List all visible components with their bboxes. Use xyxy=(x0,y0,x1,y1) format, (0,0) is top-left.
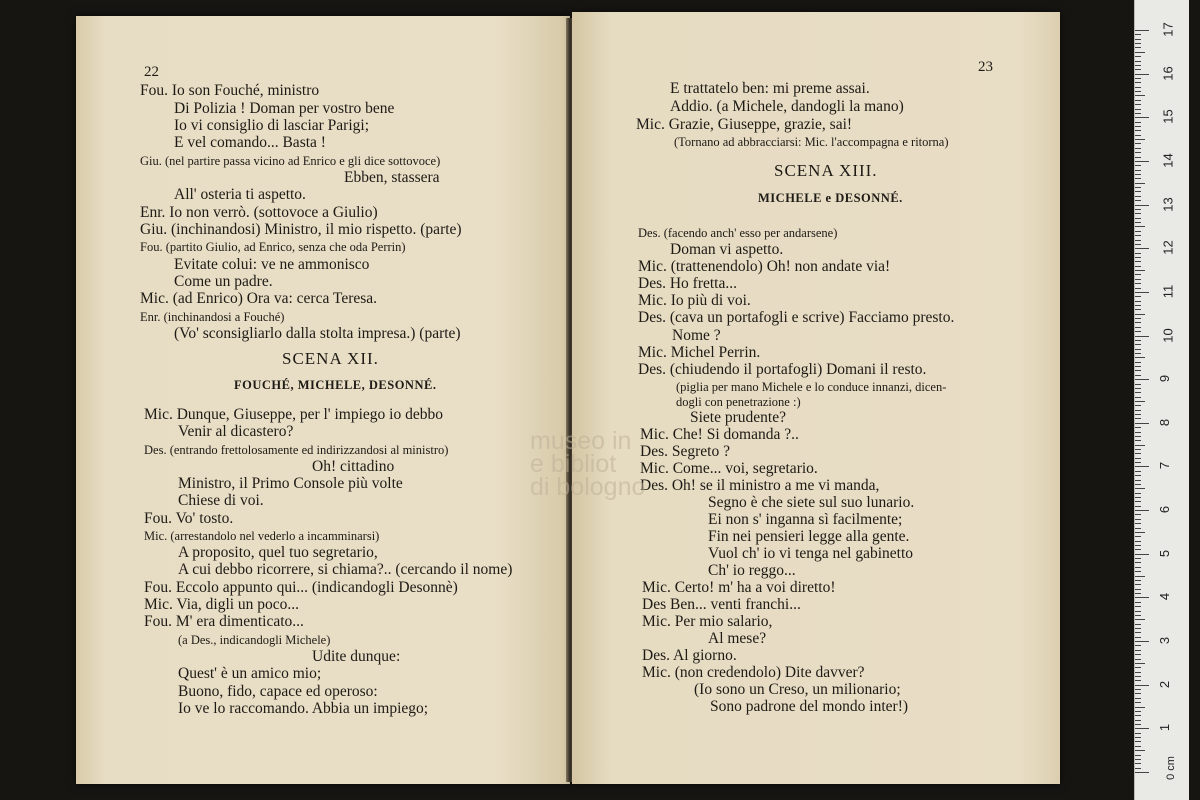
text-line: Chiese di voi. xyxy=(178,492,264,509)
ruler-tick xyxy=(1135,261,1141,262)
measuring-ruler xyxy=(1134,0,1189,800)
scene-characters: FOUCHÉ, MICHELE, DESONNÉ. xyxy=(234,378,437,392)
ruler-tick xyxy=(1135,130,1141,131)
ruler-tick xyxy=(1135,340,1141,341)
ruler-tick xyxy=(1135,663,1145,664)
text-line: E trattatelo ben: mi preme assai. xyxy=(670,80,870,97)
ruler-tick xyxy=(1135,453,1141,454)
ruler-tick xyxy=(1135,69,1141,70)
ruler-tick xyxy=(1135,624,1141,625)
left-page xyxy=(76,16,570,784)
ruler-tick xyxy=(1135,606,1141,607)
ruler-number: 17 xyxy=(1160,22,1176,37)
ruler-tick xyxy=(1135,720,1141,721)
ruler-tick xyxy=(1135,292,1149,293)
text-line: Mic. (ad Enrico) Ora va: cerca Teresa. xyxy=(140,290,378,307)
ruler-tick xyxy=(1135,331,1141,332)
ruler-tick xyxy=(1135,384,1141,385)
ruler-tick xyxy=(1135,170,1141,171)
ruler-tick xyxy=(1135,410,1141,411)
ruler-tick xyxy=(1135,672,1141,673)
ruler-tick xyxy=(1135,580,1141,581)
ruler-tick xyxy=(1135,135,1141,136)
ruler-tick xyxy=(1135,91,1141,92)
ruler-tick xyxy=(1135,733,1141,734)
ruler-number: 3 xyxy=(1157,636,1173,645)
ruler-tick xyxy=(1135,309,1141,310)
ruler-tick xyxy=(1135,253,1141,254)
text-line: Des. Al giorno. xyxy=(642,647,737,664)
ruler-tick xyxy=(1135,693,1141,694)
ruler-tick xyxy=(1135,650,1141,651)
ruler-tick xyxy=(1135,741,1141,742)
text-line: Al mese? xyxy=(708,630,767,647)
ruler-tick xyxy=(1135,375,1141,376)
watermark-line: di bologno xyxy=(530,473,646,501)
text-line: Fou. Eccolo appunto qui... (indicandogli Desonnè) xyxy=(144,579,458,596)
ruler-tick xyxy=(1135,593,1141,594)
text-line: Giu. (inchinandosi) Ministro, il mio rispetto. (parte) xyxy=(140,221,462,238)
text-line: Mic. Dunque, Giuseppe, per l' impiego io debbo xyxy=(144,406,443,423)
ruler-tick xyxy=(1135,43,1141,44)
ruler-tick xyxy=(1135,139,1145,140)
text-line: Ei non s' inganna sì facilmente; xyxy=(708,511,903,528)
ruler-tick xyxy=(1135,165,1141,166)
ruler-tick xyxy=(1135,471,1141,472)
ruler-tick xyxy=(1135,746,1141,747)
ruler-tick xyxy=(1135,213,1141,214)
ruler-tick xyxy=(1135,755,1141,756)
ruler-number: 5 xyxy=(1157,549,1173,557)
ruler-number: 4 xyxy=(1157,593,1173,601)
ruler-number: 8 xyxy=(1157,418,1173,426)
ruler-tick xyxy=(1135,641,1149,642)
ruler-tick xyxy=(1135,148,1141,149)
ruler-tick xyxy=(1135,445,1145,446)
ruler-tick xyxy=(1135,637,1141,638)
ruler-tick xyxy=(1135,702,1141,703)
ruler-tick xyxy=(1135,161,1149,162)
text-line: Quest' è un amico mio; xyxy=(178,665,322,682)
ruler-tick xyxy=(1135,296,1141,297)
text-line: Vuol ch' io vi tenga nel gabinetto xyxy=(708,545,914,562)
ruler-unit-label: 0 cm xyxy=(1164,756,1177,780)
text-line: Segno è che siete sul suo lunario. xyxy=(708,494,915,511)
ruler-tick xyxy=(1135,353,1141,354)
text-line: Oh! cittadino xyxy=(312,458,395,475)
ruler-number: 14 xyxy=(1160,153,1176,168)
ruler-tick xyxy=(1135,205,1149,206)
text-line: Enr. Io non verrò. (sottovoce a Giulio) xyxy=(140,204,378,221)
ruler-number: 15 xyxy=(1160,109,1176,125)
ruler-tick xyxy=(1135,628,1141,629)
ruler-tick xyxy=(1135,82,1141,83)
ruler-number: 2 xyxy=(1157,680,1173,688)
ruler-tick xyxy=(1135,506,1141,507)
ruler-tick xyxy=(1135,336,1149,337)
text-line: dogli con penetrazione :) xyxy=(676,395,801,409)
ruler-number: 6 xyxy=(1157,505,1173,514)
ruler-tick xyxy=(1135,30,1149,31)
ruler-tick xyxy=(1135,222,1141,223)
text-line: Udite dunque: xyxy=(312,648,401,665)
ruler-tick xyxy=(1135,440,1141,441)
ruler-tick xyxy=(1135,432,1141,433)
ruler-tick xyxy=(1135,602,1141,603)
ruler-tick xyxy=(1135,532,1145,533)
ruler-tick xyxy=(1135,576,1145,577)
ruler-tick xyxy=(1135,497,1141,498)
ruler-tick xyxy=(1135,209,1141,210)
ruler-tick xyxy=(1135,366,1141,367)
text-line: (Tornano ad abbracciarsi: Mic. l'accompagna e ritorna) xyxy=(674,135,949,149)
text-line: Mic. Per mio salario, xyxy=(642,613,773,630)
text-line: Fou. Io son Fouché, ministro xyxy=(140,82,320,99)
ruler-tick xyxy=(1135,122,1141,123)
ruler-number: 11 xyxy=(1160,284,1176,299)
text-line: Fou. Vo' tosto. xyxy=(144,510,234,527)
text-line: Mic. Certo! m' ha a voi diretto! xyxy=(642,579,836,596)
ruler-tick xyxy=(1135,266,1141,267)
watermark-line: e bibliot xyxy=(530,450,617,478)
text-line: (piglia per mano Michele e lo conduce innanzi, dicen- xyxy=(676,380,947,394)
text-line: Siete prudente? xyxy=(690,409,786,426)
ruler-tick xyxy=(1135,619,1145,620)
ruler-tick xyxy=(1135,152,1141,153)
ruler-tick xyxy=(1135,39,1141,40)
text-line: Fou. (partito Giulio, ad Enrico, senza che oda Perrin) xyxy=(140,240,406,254)
ruler-tick xyxy=(1135,344,1141,345)
text-line: (Io sono un Creso, un milionario; xyxy=(694,681,901,698)
ruler-tick xyxy=(1135,475,1141,476)
ruler-tick xyxy=(1135,711,1141,712)
text-line: A cui debbo ricorrere, si chiama?.. (cercando il nome) xyxy=(178,561,513,578)
ruler-tick xyxy=(1135,305,1141,306)
ruler-tick xyxy=(1135,288,1141,289)
ruler-tick xyxy=(1135,510,1149,511)
ruler-tick xyxy=(1135,244,1141,245)
text-line: Nome ? xyxy=(672,327,721,344)
text-line: Mic. Grazie, Giuseppe, grazie, sai! xyxy=(636,116,853,133)
text-line: Des. Segreto ? xyxy=(640,443,730,460)
ruler-tick xyxy=(1135,466,1149,467)
ruler-tick xyxy=(1135,680,1141,681)
ruler-tick xyxy=(1135,667,1141,668)
text-line: Des. (entrando frettolosamente ed indirizzandosi al ministro) xyxy=(144,443,449,457)
text-line: Des. (chiudendo il portafogli) Domani il resto. xyxy=(638,361,927,378)
ruler-tick xyxy=(1135,737,1141,738)
text-line: Come un padre. xyxy=(174,273,273,290)
text-line: Giu. (nel partire passa vicino ad Enrico e gli dice sottovoce) xyxy=(140,154,441,168)
ruler-tick xyxy=(1135,327,1141,328)
ruler-tick xyxy=(1135,484,1141,485)
ruler-tick xyxy=(1135,78,1141,79)
ruler-tick xyxy=(1135,632,1141,633)
text-line: Io vi consiglio di lasciar Parigi; xyxy=(174,117,370,134)
ruler-tick xyxy=(1135,370,1141,371)
ruler-tick xyxy=(1135,698,1141,699)
ruler-number: 1 xyxy=(1157,724,1173,732)
ruler-tick xyxy=(1135,436,1141,437)
text-line: Mic. Che! Si domanda ?.. xyxy=(640,426,799,443)
ruler-tick xyxy=(1135,191,1141,192)
ruler-tick xyxy=(1135,47,1141,48)
ruler-tick xyxy=(1135,401,1145,402)
text-line: Venir al dicastero? xyxy=(178,423,294,440)
ruler-tick xyxy=(1135,562,1141,563)
ruler-tick xyxy=(1135,571,1141,572)
ruler-tick xyxy=(1135,388,1141,389)
text-line: (a Des., indicandogli Michele) xyxy=(178,633,331,647)
scene-heading: SCENA XIII. xyxy=(774,161,878,180)
ruler-tick xyxy=(1135,659,1141,660)
ruler-tick xyxy=(1135,480,1141,481)
text-line: Mic. (non credendolo) Dite davver? xyxy=(642,664,865,681)
ruler-tick xyxy=(1135,248,1149,249)
ruler-tick xyxy=(1135,183,1145,184)
ruler-tick xyxy=(1135,95,1145,96)
page-number-right: 23 xyxy=(978,59,993,75)
text-line: Mic. (arrestandolo nel vederlo a incamminarsi) xyxy=(144,529,380,543)
ruler-tick xyxy=(1135,301,1141,302)
page-number-left: 22 xyxy=(144,64,159,80)
ruler-tick xyxy=(1135,231,1141,232)
ruler-tick xyxy=(1135,65,1141,66)
ruler-tick xyxy=(1135,423,1149,424)
ruler-tick xyxy=(1135,763,1141,764)
text-line: Io ve lo raccomando. Abbia un impiego; xyxy=(178,700,429,717)
ruler-tick xyxy=(1135,270,1145,271)
text-line: Evitate colui: ve ne ammonisco xyxy=(174,256,370,273)
ruler-tick xyxy=(1135,541,1141,542)
ruler-tick xyxy=(1135,218,1141,219)
ruler-tick xyxy=(1135,514,1141,515)
ruler-tick xyxy=(1135,279,1141,280)
ruler-tick xyxy=(1135,545,1141,546)
text-line: Des. Ho fretta... xyxy=(638,275,737,292)
text-line: Ministro, il Primo Console più volte xyxy=(178,475,403,492)
ruler-tick xyxy=(1135,676,1141,677)
ruler-tick xyxy=(1135,56,1141,57)
text-line: A proposito, quel tuo segretario, xyxy=(178,544,378,561)
ruler-tick xyxy=(1135,759,1141,760)
ruler-tick xyxy=(1135,715,1141,716)
text-line: Fou. M' era dimenticato... xyxy=(144,613,304,630)
ruler-tick xyxy=(1135,226,1145,227)
ruler-tick xyxy=(1135,768,1141,769)
ruler-tick xyxy=(1135,349,1141,350)
ruler-tick xyxy=(1135,405,1141,406)
ruler-number: 10 xyxy=(1160,327,1176,343)
ruler-tick xyxy=(1135,87,1141,88)
ruler-tick xyxy=(1135,728,1149,729)
ruler-tick xyxy=(1135,104,1141,105)
ruler-tick xyxy=(1135,589,1141,590)
scene-characters: MICHELE e DESONNÉ. xyxy=(758,191,903,205)
ruler-tick xyxy=(1135,314,1145,315)
ruler-tick xyxy=(1135,117,1149,118)
ruler-number: 13 xyxy=(1160,196,1176,212)
ruler-tick xyxy=(1135,143,1141,144)
ruler-tick xyxy=(1135,488,1145,489)
ruler-tick xyxy=(1135,418,1141,419)
ruler-tick xyxy=(1135,187,1141,188)
ruler-tick xyxy=(1135,707,1145,708)
ruler-tick xyxy=(1135,611,1141,612)
ruler-tick xyxy=(1135,536,1141,537)
ruler-tick xyxy=(1135,645,1141,646)
text-line: Doman vi aspetto. xyxy=(670,241,784,258)
ruler-tick xyxy=(1135,274,1141,275)
ruler-tick xyxy=(1135,523,1141,524)
text-line: All' osteria ti aspetto. xyxy=(174,186,306,203)
text-line: Des Ben... venti franchi... xyxy=(642,596,801,613)
text-line: Mic. Via, digli un poco... xyxy=(144,596,300,613)
text-line: Enr. (inchinandosi a Fouché) xyxy=(140,310,285,324)
ruler-tick xyxy=(1135,427,1141,428)
ruler-tick xyxy=(1135,392,1141,393)
ruler-tick xyxy=(1135,567,1141,568)
ruler-tick xyxy=(1135,554,1149,555)
text-line: Addio. (a Michele, dandogli la mano) xyxy=(670,98,904,115)
ruler-number: 7 xyxy=(1157,462,1173,470)
ruler-tick xyxy=(1135,449,1141,450)
ruler-tick xyxy=(1135,178,1141,179)
text-line: Sono padrone del mondo inter!) xyxy=(710,698,909,715)
text-line: Ch' io reggo... xyxy=(708,562,796,579)
text-line: Des. (cava un portafogli e scrive) Facciamo presto. xyxy=(638,309,955,326)
text-line: Mic. Come... voi, segretario. xyxy=(640,460,818,477)
ruler-tick xyxy=(1135,519,1141,520)
ruler-tick xyxy=(1135,462,1141,463)
text-line: (Vo' sconsigliarlo dalla stolta impresa.) (parte) xyxy=(174,325,461,342)
text-line: Buono, fido, capace ed operoso: xyxy=(178,683,378,700)
ruler-tick xyxy=(1135,240,1141,241)
ruler-tick xyxy=(1135,528,1141,529)
ruler-tick xyxy=(1135,584,1141,585)
text-line: Ebben, stassera xyxy=(344,169,440,186)
ruler-tick xyxy=(1135,558,1141,559)
ruler-tick xyxy=(1135,157,1141,158)
scene-heading: SCENA XII. xyxy=(282,349,379,368)
text-line: Mic. Io più di voi. xyxy=(638,292,751,309)
ruler-tick xyxy=(1135,257,1141,258)
ruler-number: 9 xyxy=(1157,375,1173,383)
ruler-tick xyxy=(1135,235,1141,236)
ruler-tick xyxy=(1135,357,1145,358)
ruler-tick xyxy=(1135,318,1141,319)
ruler-tick xyxy=(1135,283,1141,284)
text-line: Fin nei pensieri legge alla gente. xyxy=(708,528,910,545)
ruler-tick xyxy=(1135,654,1141,655)
ruler-tick xyxy=(1135,615,1141,616)
ruler-tick xyxy=(1135,724,1141,725)
ruler-tick xyxy=(1135,74,1149,75)
ruler-tick xyxy=(1135,174,1141,175)
text-line: Des. Oh! se il ministro a me vi manda, xyxy=(640,477,880,494)
ruler-tick xyxy=(1135,126,1141,127)
ruler-tick xyxy=(1135,750,1145,751)
ruler-tick xyxy=(1135,61,1141,62)
ruler-tick xyxy=(1135,501,1141,502)
ruler-tick xyxy=(1135,52,1145,53)
ruler-tick xyxy=(1135,322,1141,323)
text-line: Mic. Michel Perrin. xyxy=(638,344,761,361)
ruler-number: 16 xyxy=(1160,65,1176,81)
ruler-tick xyxy=(1135,549,1141,550)
ruler-tick xyxy=(1135,493,1141,494)
ruler-tick xyxy=(1135,772,1149,773)
ruler-tick xyxy=(1135,397,1141,398)
ruler-tick xyxy=(1135,34,1141,35)
text-line: E vel comando... Basta ! xyxy=(174,134,326,151)
ruler-tick xyxy=(1135,362,1141,363)
text-line: Mic. (trattenendolo) Oh! non andate via! xyxy=(638,258,891,275)
ruler-tick xyxy=(1135,685,1149,686)
ruler-tick xyxy=(1135,458,1141,459)
right-page xyxy=(572,12,1060,784)
ruler-tick xyxy=(1135,109,1141,110)
ruler-tick xyxy=(1135,597,1149,598)
ruler-number: 12 xyxy=(1160,240,1176,255)
ruler-tick xyxy=(1135,414,1141,415)
ruler-tick xyxy=(1135,689,1141,690)
ruler-tick xyxy=(1135,196,1141,197)
ruler-tick xyxy=(1135,113,1141,114)
text-line: Des. (facendo anch' esso per andarsene) xyxy=(638,226,838,240)
watermark-line: museo in xyxy=(530,427,632,455)
ruler-tick xyxy=(1135,100,1141,101)
text-line: Di Polizia ! Doman per vostro bene xyxy=(174,100,395,117)
ruler-tick xyxy=(1135,200,1141,201)
ruler-tick xyxy=(1135,379,1149,380)
